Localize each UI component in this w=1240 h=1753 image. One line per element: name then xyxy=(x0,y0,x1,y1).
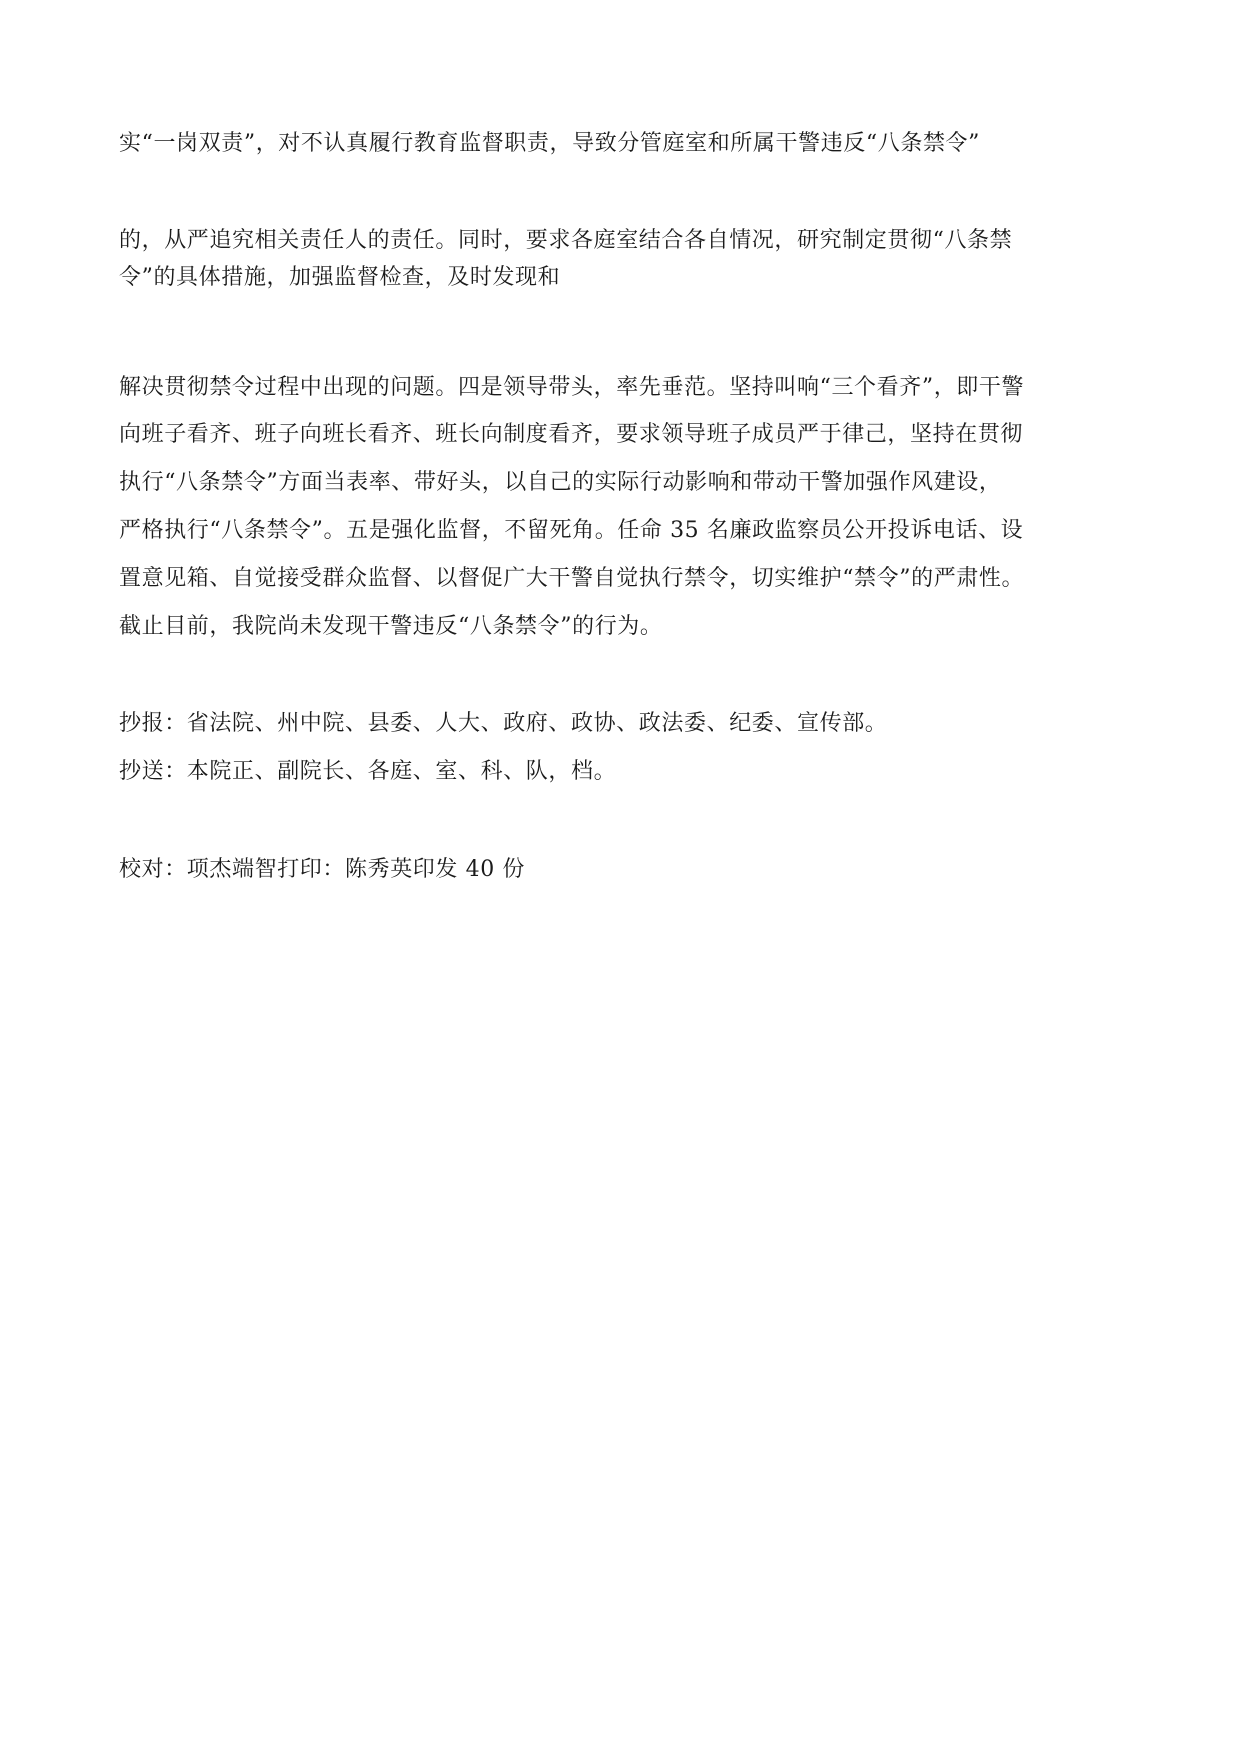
body-text-line: 的，从严追究相关责任人的责任。同时，要求各庭室结合各自情况，研究制定贯彻“八条禁 xyxy=(119,228,1013,253)
cc-report-line: 抄报：省法院、州中院、县委、人大、政府、政协、政法委、纪委、宣传部。 xyxy=(119,711,888,736)
cc-send-line: 抄送：本院正、副院长、各庭、室、科、队，档。 xyxy=(119,759,617,784)
body-text-line: 严格执行“八条禁令”。五是强化监督，不留死角。任命 35 名廉政监察员公开投诉电话、设 xyxy=(119,518,1024,543)
proofread-print-line: 校对：项杰端智打印：陈秀英印发 40 份 xyxy=(119,857,525,882)
body-text-line: 执行“八条禁令”方面当表率、带好头，以自己的实际行动影响和带动干警加强作风建设， xyxy=(119,470,1002,495)
body-text-line: 置意见箱、自觉接受群众监督、以督促广大干警自觉执行禁令，切实维护“禁令”的严肃性。 xyxy=(119,566,1025,591)
body-text-line: 实“一岗双责”，对不认真履行教育监督职责，导致分管庭室和所属干警违反“八条禁令” xyxy=(119,131,980,156)
body-text-line: 向班子看齐、班子向班长看齐、班长向制度看齐，要求领导班子成员严于律己，坚持在贯彻 xyxy=(119,422,1024,447)
body-text-line: 截止目前，我院尚未发现干警违反“八条禁令”的行为。 xyxy=(119,614,663,639)
body-text-line: 解决贯彻禁令过程中出现的问题。四是领导带头，率先垂范。坚持叫响“三个看齐”，即干警 xyxy=(119,375,1025,400)
body-text-line: 令”的具体措施，加强监督检查，及时发现和 xyxy=(119,265,561,290)
